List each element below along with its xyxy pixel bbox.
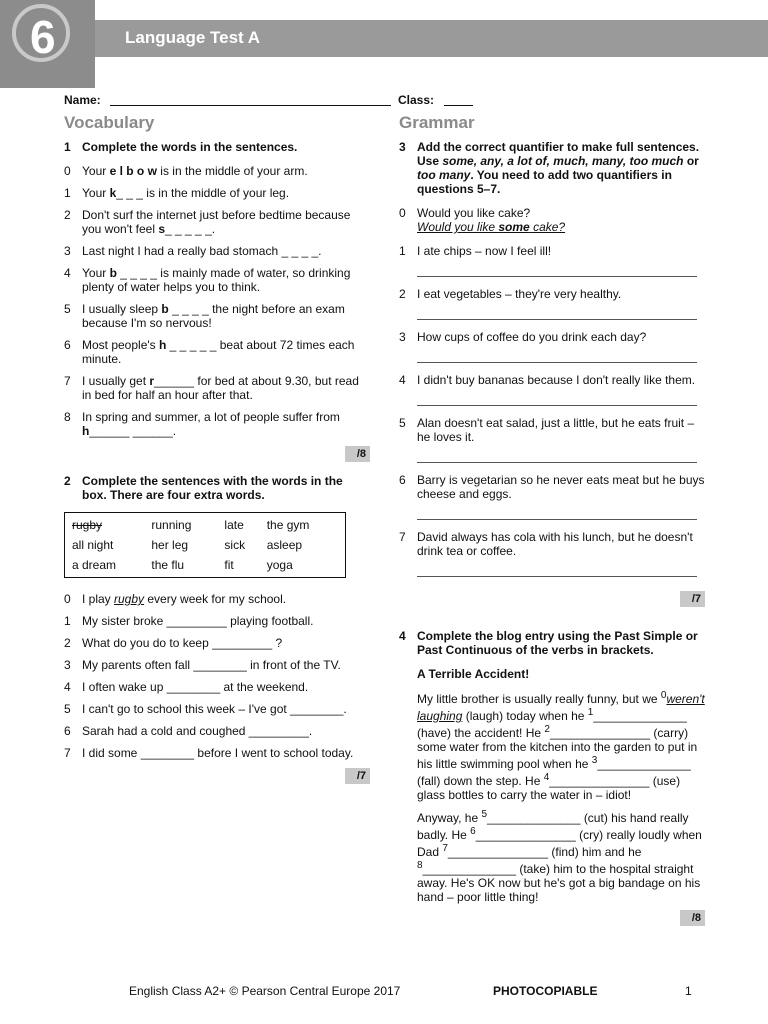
word-box-cell: sick	[224, 538, 246, 552]
word-box-cell: the flu	[151, 558, 185, 572]
section-title: Grammar	[399, 113, 475, 132]
grammar-section	[399, 113, 705, 938]
list-item: 0 I play rugby every week for my school.	[64, 592, 287, 606]
list-item: 1 I ate chips – now I feel ill!	[399, 244, 705, 277]
word-box	[64, 512, 346, 578]
header-bar	[95, 20, 768, 57]
word-box-cell: the gym	[266, 518, 310, 532]
name-label: Name:	[64, 93, 101, 107]
score-box: /7	[64, 768, 370, 784]
blog-title: A Terrible Accident!	[417, 667, 530, 681]
exercise-2-instruction: 2 Complete the sentences with the words in the box. There are four extra words.	[64, 474, 343, 502]
score-box: /7	[399, 591, 705, 607]
page-title: Language Test A	[125, 28, 261, 47]
word-box-cell: rugby	[72, 518, 103, 532]
exercise-1-items	[64, 164, 370, 438]
list-item: 3 Last night I had a really bad stomach _ _ _ _.	[64, 244, 322, 258]
exercise-2-items	[64, 592, 370, 760]
list-item: 4 I didn't buy bananas because I don't really like them.	[399, 373, 705, 406]
word-box-cell: her leg	[151, 538, 189, 552]
exercise-3-instruction: 3 Add the correct quantifier to make full sentences. Use some, any, a lot of, much, many, too much or too many. You need to add two quantifiers in questions 5–7.	[399, 140, 700, 196]
word-box-cell: fit	[224, 558, 234, 572]
answer-line[interactable]	[417, 264, 697, 277]
word-box-cell: all night	[72, 538, 114, 552]
page-number: 1	[685, 984, 692, 998]
blog-paragraph: Anyway, he $^5$______________ (cut) his hand really badly. He $^6$_______________ (cry) really loudly when Dad $^7$_______________ (find) him and he $^8$______________ (take) him to the hospital straight away. He's OK now but he's got a big bandage on his hand – poor little thing!	[417, 809, 702, 904]
answer-line[interactable]	[417, 450, 697, 463]
list-item: 0 Your e l b o w is in the middle of your arm.	[64, 164, 308, 178]
list-item: 6 Sarah had a cold and coughed _________.	[64, 724, 313, 738]
score-box: /8	[399, 910, 705, 926]
list-item: 7 I did some ________ before I went to school today.	[64, 746, 354, 760]
answer-line[interactable]	[417, 393, 697, 406]
list-item: 5 Alan doesn't eat salad, just a little, but he eats fruit – he loves it.	[399, 416, 705, 463]
exercise-4-instruction: 4 Complete the blog entry using the Past Simple or Past Continuous of the verbs in brackets.	[399, 629, 698, 657]
answer-line[interactable]	[417, 307, 697, 320]
list-item: 3 My parents often fall ________ in front of the TV.	[64, 658, 341, 672]
class-label: Class:	[398, 93, 435, 107]
answer-line[interactable]	[417, 564, 697, 577]
list-item: 1 My sister broke _________ playing football.	[64, 614, 314, 628]
exercise-1-instruction: 1 Complete the words in the sentences.	[64, 140, 298, 154]
list-item: 5 I can't go to school this week – I've got ________.	[64, 702, 347, 716]
word-box-cell: late	[224, 518, 244, 532]
exercise-3-items	[399, 244, 705, 577]
list-item: 6 Barry is vegetarian so he never eats meat but he buys cheese and eggs.	[399, 473, 705, 520]
score-box: /8	[64, 446, 370, 462]
list-item: 2 Don't surf the internet just before bedtime because you won't feel s_ _ _ _ _.	[64, 208, 351, 236]
class-field[interactable]	[444, 105, 473, 106]
list-item: 7 David always has cola with his lunch, but he doesn't drink tea or coffee.	[399, 530, 705, 577]
answer-line[interactable]	[417, 507, 697, 520]
vocabulary-section	[64, 113, 370, 796]
list-item: 2 What do you do to keep _________ ?	[64, 636, 283, 650]
list-item: 4 Your b _ _ _ _ is mainly made of water, so drinking plenty of water helps you to think.	[64, 266, 351, 294]
answer-line[interactable]	[417, 350, 697, 363]
list-item: 7 I usually get r______ for bed at about 9.30, but read in bed for half an hour after that.	[64, 374, 359, 402]
list-item: 6 Most people's h _ _ _ _ _ beat about 72 times each minute.	[64, 338, 355, 366]
list-item: 5 I usually sleep b _ _ _ _ the night before an exam because I'm so nervous!	[64, 302, 345, 330]
list-item: 8 In spring and summer, a lot of people suffer from h______ ______.	[64, 410, 340, 438]
footer-copyright: English Class A2+ © Pearson Central Europe 2017	[129, 984, 401, 998]
word-box-cell: running	[151, 518, 192, 532]
list-item: 1 Your k_ _ _ is in the middle of your leg.	[64, 186, 290, 200]
section-title: Vocabulary	[64, 113, 155, 132]
list-item: 4 I often wake up ________ at the weekend.	[64, 680, 309, 694]
footer-photocopiable: PHOTOCOPIABLE	[493, 984, 598, 998]
word-box-cell: a dream	[72, 558, 117, 572]
word-box-cell: asleep	[266, 538, 303, 552]
name-field[interactable]	[110, 105, 391, 106]
unit-badge	[0, 0, 95, 88]
blog-paragraph: My little brother is usually really funny, but we $^0$weren't laughing (laugh) today when he $^1$______________ (have) the accident! He $^2$_______________ (carry) some water from the kitchen into the garden to put in his little swimming pool when he $^3$______________ (fall) down the step. He $^4$_______________ (use) glass bottles to carry the water in – idiot!	[417, 690, 705, 802]
word-box-cell: yoga	[266, 558, 293, 572]
unit-number: 6	[30, 11, 56, 63]
list-item: 0 Would you like cake? Would you like some cake?	[399, 206, 566, 234]
list-item: 3 How cups of coffee do you drink each day?	[399, 330, 705, 363]
list-item: 2 I eat vegetables – they're very healthy.	[399, 287, 705, 320]
